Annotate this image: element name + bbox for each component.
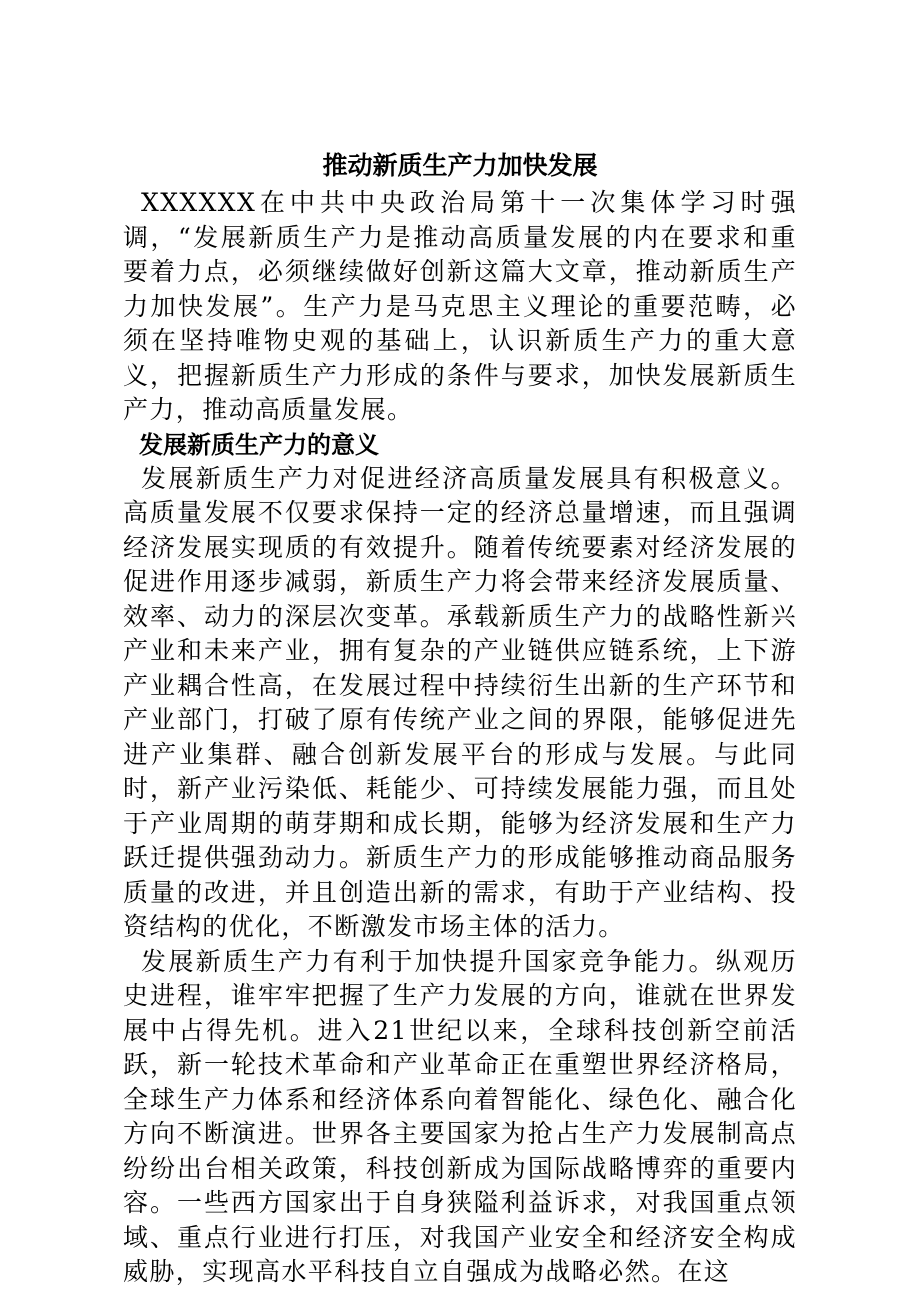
body-paragraph-2: 发展新质生产力有利于加快提升国家竞争能力。纵观历史进程，谁牢牢把握了生产力发展的方向，谁就在世界发展中占得先机。进入21世纪以来，全球科技创新空前活跃，新一轮技术革命和产业革命正在重塑世界经济格局，全球生产力体系和经济体系向着智能化、绿色化、融合化方向不断演进。世界各主要国家为抢占生产力发展制高点纷纷出台相关政策，科技创新成为国际战略博弈的重要内容。一些西方国家出于自身狭隘利益诉求，对我国重点领域、重点行业进行打压，对我国产业安全和经济安全构成威胁，实现高水平科技自立自强成为战略必然。在这	[123, 946, 797, 1286]
document-title: 推动新质生产力加快发展	[322, 151, 598, 180]
section-heading: 发展新质生产力的意义	[139, 430, 379, 459]
body-paragraph-1: 发展新质生产力对促进经济高质量发展具有积极意义。高质量发展不仅要求保持一定的经济总量增速，而且强调经济发展实现质的有效提升。随着传统要素对经济发展的促进作用逐步减弱，新质生产力将会带来经济发展质量、效率、动力的深层次变革。承载新质生产力的战略性新兴产业和未来产业，拥有复杂的产业链供应链系统，上下游产业耦合性高，在发展过程中持续衍生出新的生产环节和产业部门，打破了原有传统产业之间的界限，能够促进先进产业集群、融合创新发展平台的形成与发展。与此同时，新产业污染低、耗能少、可持续发展能力强，而且处于产业周期的萌芽期和成长期，能够为经济发展和生产力跃迁提供强劲动力。新质生产力的形成能够推动商品服务质量的改进，并且创造出新的需求，有助于产业结构、投资结构的优化，不断激发市场主体的活力。	[123, 463, 797, 941]
intro-paragraph: XXXXXX在中共中央政治局第十一次集体学习时强调，“发展新质生产力是推动高质量发展的内在要求和重要着力点，必须继续做好创新这篇大文章，推动新质生产力加快发展”。生产力是马克思主义理论的重要范畴，必须在坚持唯物史观的基础上，认识新质生产力的重大意义，把握新质生产力形成的条件与要求，加快发展新质生产力，推动高质量发展。	[123, 188, 797, 424]
document-body	[123, 146, 797, 1290]
